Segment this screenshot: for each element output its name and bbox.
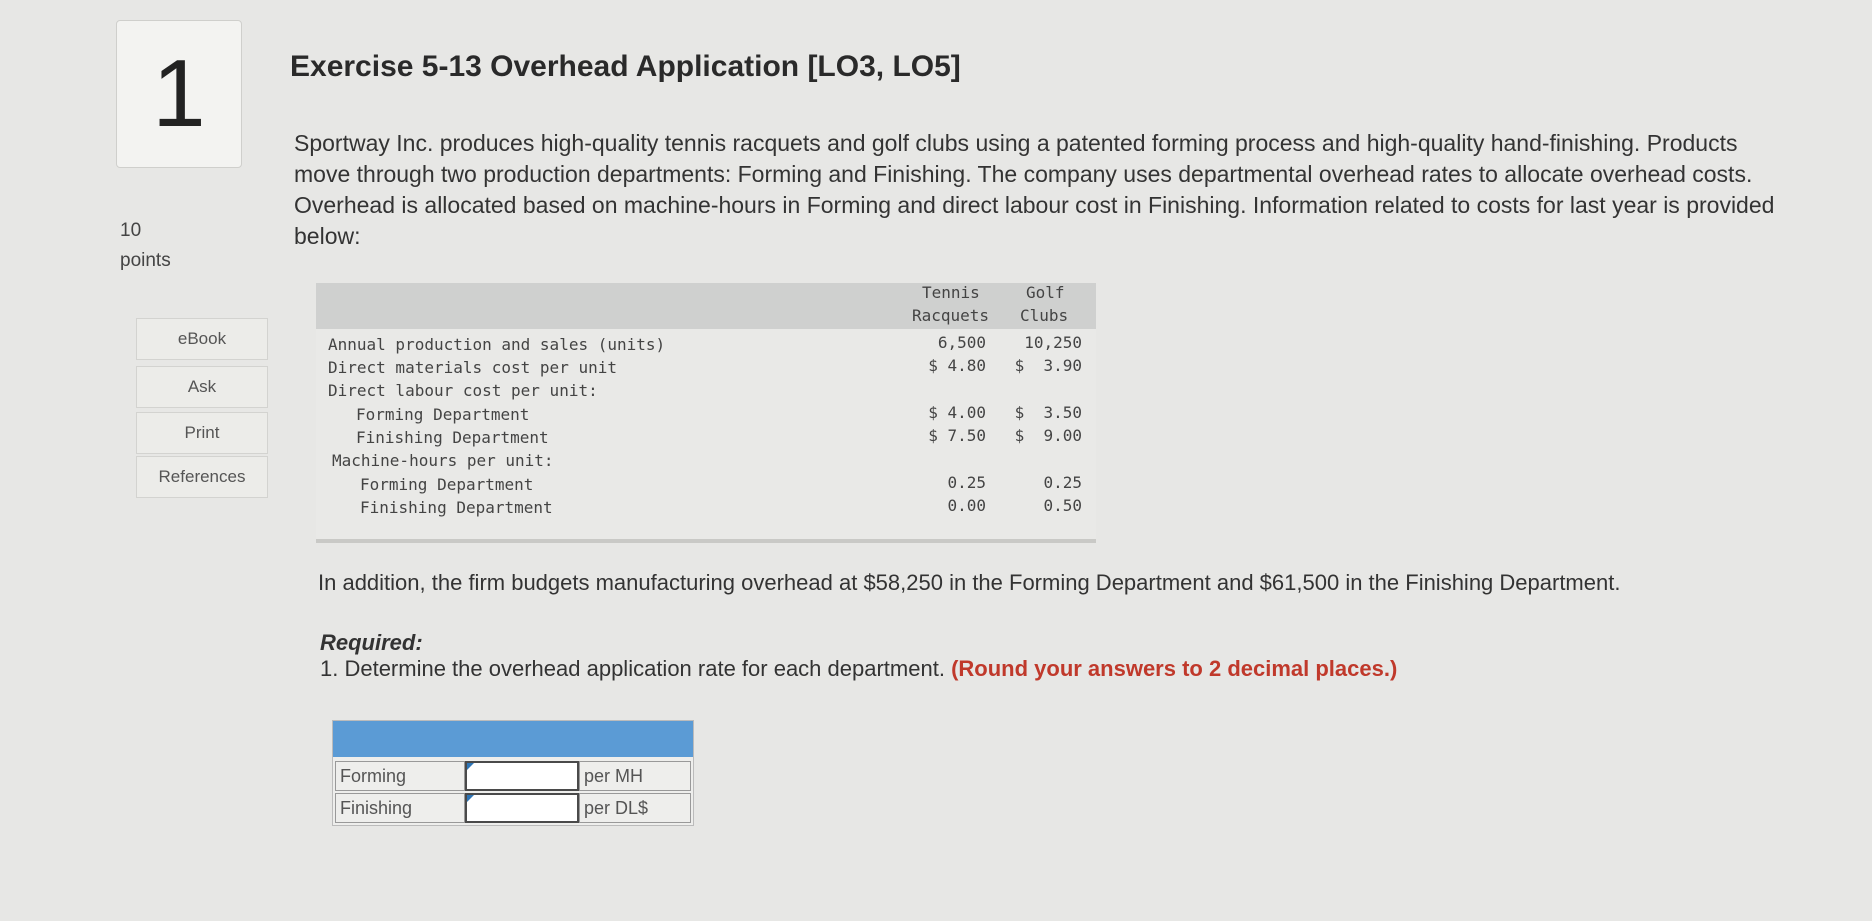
rounding-instruction: (Round your answers to 2 decimal places.) [951, 656, 1398, 681]
ebook-button[interactable]: eBook [136, 318, 268, 360]
ask-button[interactable]: Ask [136, 366, 268, 408]
row-value-tennis: $ 7.50 [928, 426, 986, 445]
row-value-tennis: 0.25 [947, 473, 986, 492]
col-tennis-line1: Tennis [922, 283, 980, 302]
print-button[interactable]: Print [136, 412, 268, 454]
forming-rate-input[interactable] [465, 761, 579, 791]
row-value-tennis: 0.00 [947, 496, 986, 515]
row-label: Annual production and sales (units) [328, 335, 666, 354]
row-value-tennis: $ 4.80 [928, 356, 986, 375]
question-number-box [116, 20, 242, 168]
points-info [120, 216, 171, 276]
finishing-rate-input[interactable] [465, 793, 579, 823]
exercise-title: Exercise 5-13 Overhead Application [LO3, LO5] [290, 50, 961, 83]
row-label: Forming Department [360, 475, 534, 494]
row-label: Finishing Department [360, 498, 553, 517]
answer-label: Forming [335, 761, 465, 791]
col-tennis-line2: Racquets [912, 306, 990, 325]
cost-data-table [316, 283, 1096, 543]
answer-label: Finishing [335, 793, 465, 823]
required-question-text: 1. Determine the overhead application rate for each department. [320, 656, 945, 681]
answer-table-header [333, 721, 693, 757]
row-label: Forming Department [356, 405, 530, 424]
required-label: Required: [320, 630, 423, 655]
col-golf-line1: Golf [1026, 283, 1065, 302]
col-golf-line2: Clubs [1020, 306, 1069, 325]
row-label: Machine-hours per unit: [332, 451, 554, 470]
row-value-tennis: $ 4.00 [928, 403, 986, 422]
row-value-tennis: 6,500 [937, 333, 986, 352]
row-value-golf: 0.25 [1043, 473, 1082, 492]
row-value-golf: $ 3.90 [1014, 356, 1082, 375]
answer-row-forming [333, 761, 693, 793]
required-question [320, 656, 1397, 682]
references-button[interactable]: References [136, 456, 268, 498]
row-value-golf: 10,250 [1024, 333, 1082, 352]
row-label: Direct labour cost per unit: [328, 381, 598, 400]
answer-unit: per MH [579, 761, 691, 791]
answer-table [332, 720, 694, 826]
exercise-intro: Sportway Inc. produces high-quality tennis racquets and golf clubs using a patented forming process and high-quality hand-finishing. Products move through two production departments: Forming and Finishing. The company uses departmental overhead rates to allocate overhead costs. Overhead is allocated based on machine-hours in Forming and direct labour cost in Finishing. Information related to costs for last year is provided below: [294, 130, 1775, 249]
budget-text: In addition, the firm budgets manufacturing overhead at $58,250 in the Forming Department and $61,500 in the Finishing Department. [318, 570, 1621, 595]
row-label: Finishing Department [356, 428, 549, 447]
question-number: 1 [152, 40, 206, 147]
answer-unit: per DL$ [579, 793, 691, 823]
row-label: Direct materials cost per unit [328, 358, 617, 377]
row-value-golf: $ 9.00 [1014, 426, 1082, 445]
answer-row-finishing [333, 793, 693, 825]
points-label: points [120, 250, 171, 271]
points-value: 10 [120, 220, 142, 241]
row-value-golf: $ 3.50 [1014, 403, 1082, 422]
row-value-golf: 0.50 [1043, 496, 1082, 515]
